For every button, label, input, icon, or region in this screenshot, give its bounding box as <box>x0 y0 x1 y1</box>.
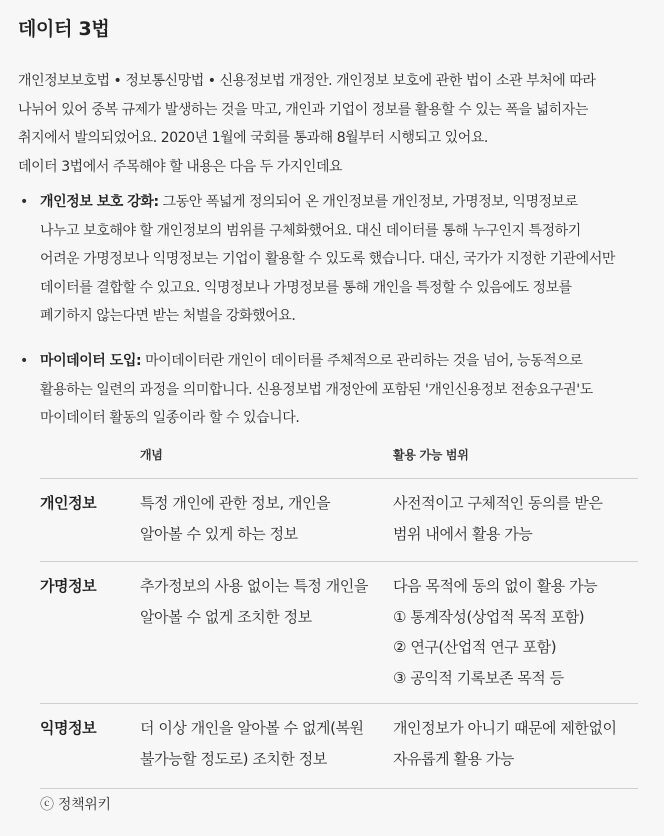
header-concept: 개념 <box>140 448 163 462</box>
row-name: 익명정보 <box>40 719 97 737</box>
bullet-line: 데이터를 결합할 수 있고요. 익명정보나 가명정보를 통해 개인을 특정할 수 있음에도 정보를 <box>40 279 572 296</box>
table-row <box>40 562 638 704</box>
bullet-heading: 개인정보 보호 강화: <box>40 194 159 210</box>
scope-line: 자유롭게 활용 가능 <box>393 749 514 768</box>
concept-line: 알아볼 수 있게 하는 정보 <box>140 524 298 543</box>
concept-cell <box>140 713 364 774</box>
concept-cell <box>140 571 368 632</box>
row-name: 가명정보 <box>40 577 97 595</box>
scope-line: 사전적이고 구체적인 동의를 받은 <box>393 494 603 512</box>
bullet-marker: • <box>20 194 28 210</box>
table-row <box>40 479 638 562</box>
concept-line: 불가능할 정도로) 조치한 정보 <box>140 749 327 768</box>
table-row <box>40 704 638 789</box>
bullet-text: 그동안 폭넓게 정의되어 온 개인정보를 개인정보, 가명정보, 익명정보로 <box>158 194 578 210</box>
concept-line: 알아볼 수 없게 조치한 정보 <box>140 607 312 626</box>
concept-cell <box>140 488 330 549</box>
bullet-line: 활용하는 일련의 과정을 의미합니다. 신용정보법 개정안에 포함된 '개인신용정보 전송요구권'도 <box>40 381 593 398</box>
copyright-notice: ⓒ 정책위키 <box>40 797 111 813</box>
page-title: 데이터 3법 <box>18 18 110 40</box>
intro-line: 개인정보보호법 • 정보통신망법 • 신용정보법 개정안. 개인정보 보호에 관한 법이 소관 부처에 따라 <box>18 73 596 89</box>
intro-line: 데이터 3법에서 주목해야 할 내용은 다음 두 가지인데요 <box>18 158 343 175</box>
scope-line: ② 연구(산업적 연구 포함) <box>393 638 557 656</box>
scope-line: 개인정보가 아니기 때문에 제한없이 <box>393 719 617 737</box>
scope-cell <box>393 713 617 774</box>
concept-line: 추가정보의 사용 없이는 특정 개인을 <box>140 577 368 595</box>
scope-line: ① 통계작성(상업적 목적 포함) <box>393 607 585 626</box>
header-scope: 활용 가능 범위 <box>393 448 469 462</box>
table-header <box>40 438 638 479</box>
intro-line: 취지에서 발의되었어요. 2020년 1월에 국회를 통과해 8월부터 시행되고 있어요. <box>18 130 488 146</box>
bullet-heading: 마이데이터 도입: <box>40 353 142 369</box>
intro-line: 나뉘어 있어 중복 규제가 발생하는 것을 막고, 개인과 기업이 정보를 활용할 수 있는 폭을 넓히자는 <box>18 101 588 118</box>
scope-line: 다음 목적에 동의 없이 활용 가능 <box>393 577 598 595</box>
row-name: 개인정보 <box>40 494 97 512</box>
concept-line: 특정 개인에 관한 정보, 개인을 <box>140 494 331 512</box>
bullet-marker: • <box>20 353 28 369</box>
bullet-text: 마이데이터란 개인이 데이터를 주체적으로 관리하는 것을 넘어, 능동적으로 <box>141 353 583 369</box>
scope-line: ③ 공익적 기록보존 목적 등 <box>393 668 564 687</box>
bullet-line: 나누고 보호해야 할 개인정보의 범위를 구체화했어요. 대신 데이터를 통해 누구인지 특정하기 <box>40 222 581 239</box>
bullet-line: 어려운 가명정보나 익명정보는 기업이 활용할 수 있도록 했습니다. 대신, 국가가 지정한 기관에서만 <box>40 251 615 267</box>
concept-line: 더 이상 개인을 알아볼 수 없게(복원 <box>140 719 364 737</box>
bullet-line: 마이데이터 활동의 일종이라 할 수 있습니다. <box>40 410 300 426</box>
intro-paragraph <box>18 67 658 181</box>
scope-cell <box>393 488 603 549</box>
bullet-line: 폐기하지 않는다면 받는 처벌을 강화했어요. <box>40 308 296 324</box>
scope-cell <box>393 571 597 693</box>
scope-line: 범위 내에서 활용 가능 <box>393 524 533 543</box>
